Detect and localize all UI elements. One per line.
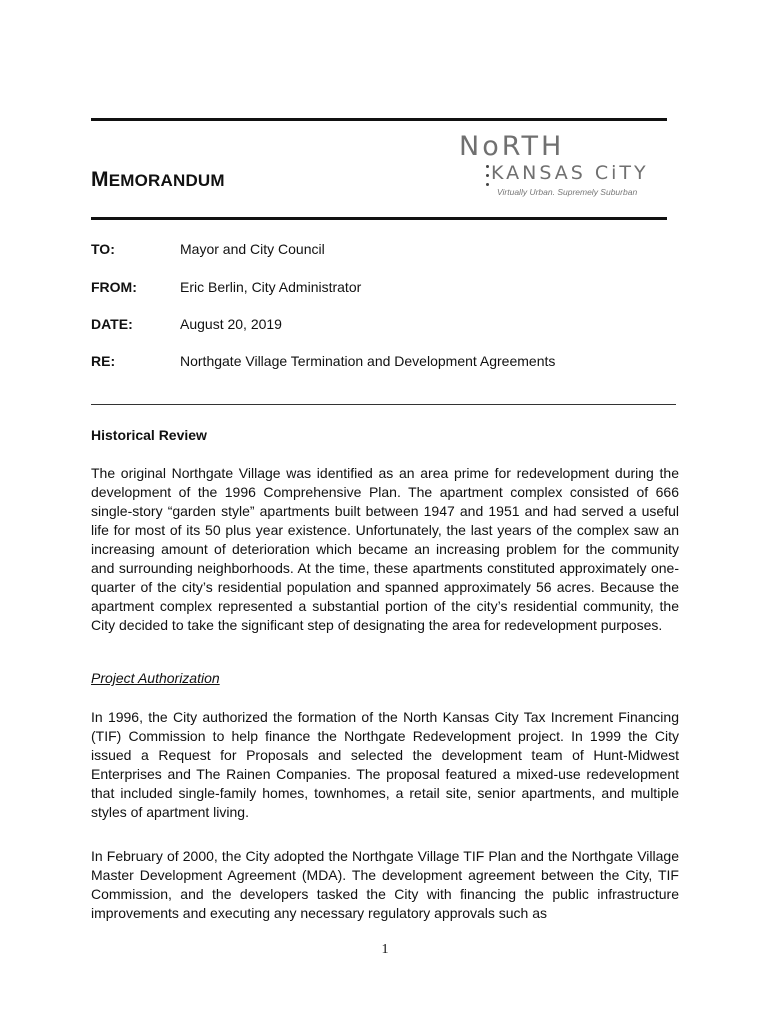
memo-from-value: Eric Berlin, City Administrator	[180, 279, 362, 295]
section-divider	[91, 404, 676, 405]
memo-title-rest: EMORANDUM	[108, 171, 225, 190]
logo-tagline: Virtually Urban. Supremely Suburban	[497, 187, 638, 197]
paragraph-tif-plan: In February of 2000, the City adopted the Northgate Village TIF Plan and the Northgate Village Master Development Agreement (MDA). The development agreement between the City, TIF Commission, and the developers tasked the City with financing the public infrastructure improvements and executing any necessary regulatory approvals such as	[91, 848, 679, 921]
memo-date-value: August 20, 2019	[180, 316, 282, 332]
paragraph-project-authorization: In 1996, the City authorized the formation of the North Kansas City Tax Increment Financing (TIF) Commission to help finance the Northgate Redevelopment project. In 1999 the City issued a Request for Proposals and selected the development team of Hunt-Midwest Enterprises and The Rainen Companies. The proposal featured a mixed-use redevelopment that included single-family homes, townhomes, a retail site, senior apartments, and multiple styles of apartment living.	[91, 709, 679, 820]
page-number: 1	[381, 942, 389, 957]
paragraph-historical-review: The original Northgate Village was identified as an area prime for redevelopment during the development of the 1996 Comprehensive Plan. The apartment complex consisted of 666 single-story “garden style” apartments built between 1947 and 1951 and had served a useful life for most of its 50 plus year existence. Unfortunately, the last years of the complex saw an increasing amount of deterioration which became an increasing problem for the community and surrounding neighborhoods. At the time, these apartments constituted approximately one-quarter of the city’s residential population and spanned approximately 56 acres. Because the apartment complex represented a substantial portion of the city’s residential community, the City decided to take the significant step of designating the area for redevelopment purposes.	[91, 465, 679, 633]
memo-to-label: TO:	[91, 241, 115, 257]
logo-line-north: NoRTH	[459, 131, 565, 162]
memo-title	[91, 168, 225, 192]
subsection-title: Project Authorization	[91, 670, 220, 686]
memo-re-label: RE:	[91, 353, 116, 369]
logo-line-kansas-city: KANSAS CiTY	[491, 162, 649, 184]
section-title: Historical Review	[91, 427, 207, 443]
memo-re-value: Northgate Village Termination and Development Agreements	[180, 353, 556, 369]
north-kansas-city-logo	[459, 133, 669, 203]
memo-from-label: FROM:	[91, 279, 137, 295]
memo-date-label: DATE:	[91, 316, 133, 332]
header-rule	[91, 217, 667, 220]
top-rule	[91, 118, 667, 121]
memo-title-initial: M	[91, 168, 109, 191]
logo-dots-icon	[486, 165, 490, 192]
memo-to-value: Mayor and City Council	[180, 241, 325, 257]
